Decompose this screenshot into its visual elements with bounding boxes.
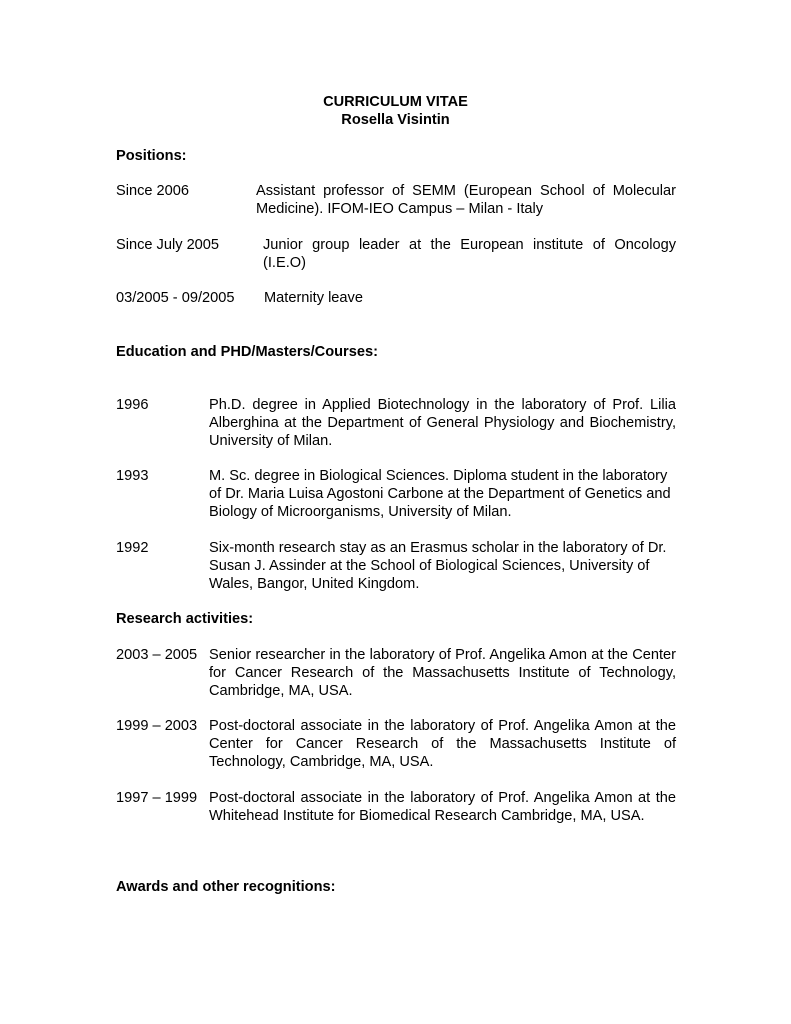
entry-text: Post-doctoral associate in the laboratory of Prof. Angelika Amon at the Center for Cancer Research of the Massachusetts Institute of Technology, Cambridge, MA, USA. bbox=[209, 718, 676, 770]
awards-heading: Awards and other recognitions: bbox=[116, 879, 336, 895]
research-heading: Research activities: bbox=[116, 611, 254, 627]
entry-text: Six-month research stay as an Erasmus scholar in the laboratory of Dr. Susan J. Assinder at the School of Biological Sciences, University of Wales, Bangor, United Kingdom. bbox=[209, 540, 667, 592]
entry-date: 1996 bbox=[116, 397, 149, 413]
entry-text: Assistant professor of SEMM (European School of Molecular Medicine). IFOM-IEO Campus – Milan - Italy bbox=[256, 183, 676, 217]
entry-text: M. Sc. degree in Biological Sciences. Diploma student in the laboratory of Dr. Maria Luisa Agostoni Carbone at the Department of Genetics and Biology of Microorganisms, University of Milan. bbox=[209, 468, 671, 520]
entry-date: 1999 – 2003 bbox=[116, 718, 198, 734]
entry-text: Senior researcher in the laboratory of Prof. Angelika Amon at the Center for Cancer Research of the Massachusetts Institute of Technology, Cambridge, MA, USA. bbox=[209, 647, 676, 699]
person-name: Rosella Visintin bbox=[341, 112, 450, 128]
education-heading: Education and PHD/Masters/Courses: bbox=[116, 344, 378, 360]
entry-date: Since July 2005 bbox=[116, 237, 220, 253]
entry-text: Maternity leave bbox=[264, 290, 363, 306]
entry-date: 1992 bbox=[116, 540, 149, 556]
entry-date: 1993 bbox=[116, 468, 149, 484]
entry-text: Ph.D. degree in Applied Biotechnology in the laboratory of Prof. Lilia Alberghina at the Department of General Physiology and Biochemistry, University of Milan. bbox=[209, 397, 676, 449]
entry-date: Since 2006 bbox=[116, 183, 190, 199]
positions-heading: Positions: bbox=[116, 148, 187, 164]
entry-text: Post-doctoral associate in the laboratory of Prof. Angelika Amon at the Whitehead Institute for Biomedical Research Cambridge, MA, USA. bbox=[209, 790, 676, 824]
entry-date: 1997 – 1999 bbox=[116, 790, 198, 806]
entry-text: Junior group leader at the European institute of Oncology (I.E.O) bbox=[263, 237, 676, 271]
entry-date: 03/2005 - 09/2005 bbox=[116, 290, 235, 306]
entry-date: 2003 – 2005 bbox=[116, 647, 198, 663]
document-title: CURRICULUM VITAE bbox=[323, 94, 468, 110]
